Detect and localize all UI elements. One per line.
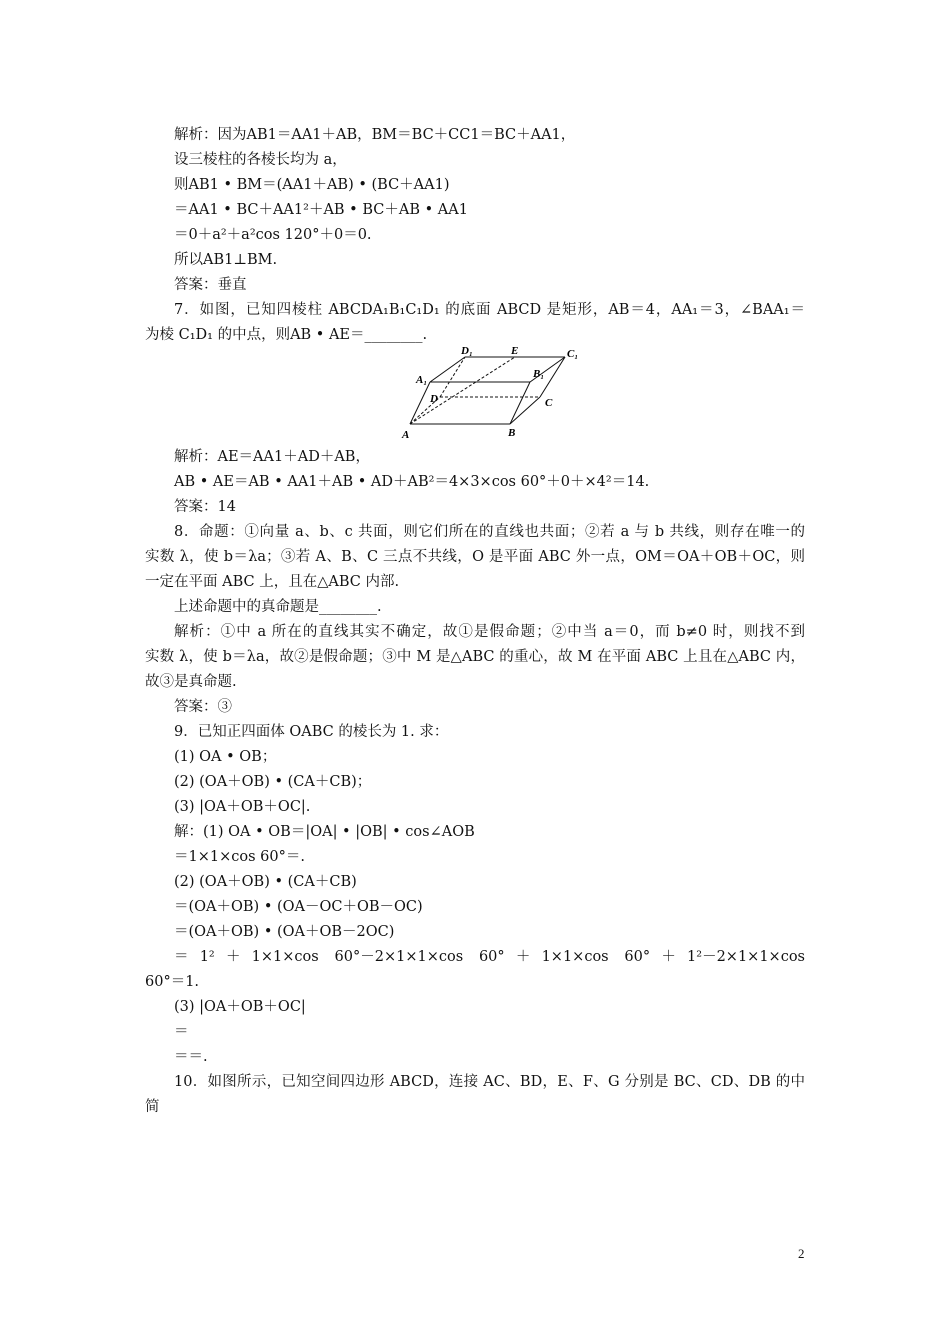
- text-line: 解析：AE＝AA1＋AD＋AB，: [174, 449, 370, 465]
- text-line: (3) |OA＋OB＋OC|: [174, 999, 306, 1015]
- text-line: 所以AB1⊥BM.: [174, 252, 278, 268]
- text-line: 实数 λ，使 b＝λa，故②是假命题；③中 M 是△ABC 的重心，故 M 在平面 ABC 上且在△ABC 内，: [145, 649, 805, 665]
- text-line: 解析：①中 a 所在的直线其实不确定，故①是假命题；②中当 a＝0，而 b≠0 时，则找不到: [174, 624, 805, 640]
- text-line: 简: [145, 1099, 160, 1115]
- text-line: ＝1²＋1×1×cos 60°－2×1×1×cos 60°＋1×1×cos 60°＋1²－2×1×1×cos: [174, 949, 805, 965]
- label-b: B: [508, 427, 516, 439]
- text-line: 答案：③: [174, 699, 232, 715]
- text-line: ＝: [174, 1024, 189, 1040]
- text-line: (1) OA • OB；: [174, 749, 277, 765]
- text-line: 则AB1 • BM＝(AA1＋AB) • (BC＋AA1): [174, 177, 450, 193]
- text-line: (2) (OA＋OB) • (CA＋CB)；: [174, 774, 372, 790]
- label-c1: C₁: [567, 348, 579, 360]
- text-line: ＝(OA＋OB) • (OA＋OB－2OC): [174, 924, 395, 940]
- text-line: 故③是真命题.: [145, 674, 237, 690]
- text-line: ＝(OA＋OB) • (OA－OC＋OB－OC): [174, 899, 423, 915]
- label-d: D: [430, 393, 438, 405]
- text-line: 10．如图所示，已知空间四边形 ABCD，连接 AC、BD，E、F、G 分别是 BC、CD、DB 的中: [174, 1074, 805, 1090]
- label-b1: B₁: [533, 368, 545, 380]
- label-a1: A₁: [416, 374, 428, 386]
- text-line: ＝0＋a²＋a²cos 120°＋0＝0.: [174, 227, 372, 243]
- page-number: 2: [798, 1246, 805, 1261]
- text-line: 实数 λ，使 b＝λa；③若 A、B、C 三点不共线，O 是平面 ABC 外一点，OM＝OA＋OB＋OC，则: [145, 549, 805, 565]
- text-line: 解析：因为AB1＝AA1＋AB，BM＝BC＋CC1＝BC＋AA1，: [174, 127, 576, 143]
- text-line: 上述命题中的真命题是________.: [174, 599, 382, 615]
- label-e: E: [511, 346, 519, 357]
- text-line: 60°＝1.: [145, 974, 200, 990]
- text-line: 答案：14: [174, 499, 236, 515]
- text-line: 为棱 C₁D₁ 的中点，则AB • AE＝________.: [145, 327, 428, 343]
- prism-figure: [400, 346, 590, 442]
- prism-diagram: [400, 346, 590, 442]
- label-a: A: [402, 429, 410, 441]
- text-line: 解：(1) OA • OB＝|OA| • |OB| • cos∠AOB: [174, 824, 475, 840]
- label-c: C: [545, 397, 553, 409]
- text-line: 7．如图，已知四棱柱 ABCDA₁B₁C₁D₁ 的底面 ABCD 是矩形，AB＝4，AA₁＝3，∠BAA₁＝: [174, 302, 805, 318]
- text-line: 8．命题：①向量 a、b、c 共面，则它们所在的直线也共面；②若 a 与 b 共线，则存在唯一的: [174, 524, 805, 540]
- text-line: ＝1×1×cos 60°＝.: [174, 849, 305, 865]
- text-line: 设三棱柱的各棱长均为 a，: [174, 152, 347, 168]
- text-line: 9．已知正四面体 OABC 的棱长为 1. 求：: [174, 724, 449, 740]
- text-line: ＝＝.: [174, 1049, 208, 1065]
- text-line: (2) (OA＋OB) • (CA＋CB): [174, 874, 357, 890]
- text-line: 一定在平面 ABC 上，且在△ABC 内部.: [145, 574, 400, 590]
- label-d1: D₁: [461, 346, 473, 357]
- text-line: ＝AA1 • BC＋AA1²＋AB • BC＋AB • AA1: [174, 202, 468, 218]
- text-line: 答案：垂直: [174, 277, 247, 293]
- text-line: AB • AE＝AB • AA1＋AB • AD＋AB²＝4×3×cos 60°＋0＋×4²＝14.: [174, 474, 650, 490]
- text-line: (3) |OA＋OB＋OC|.: [174, 799, 311, 815]
